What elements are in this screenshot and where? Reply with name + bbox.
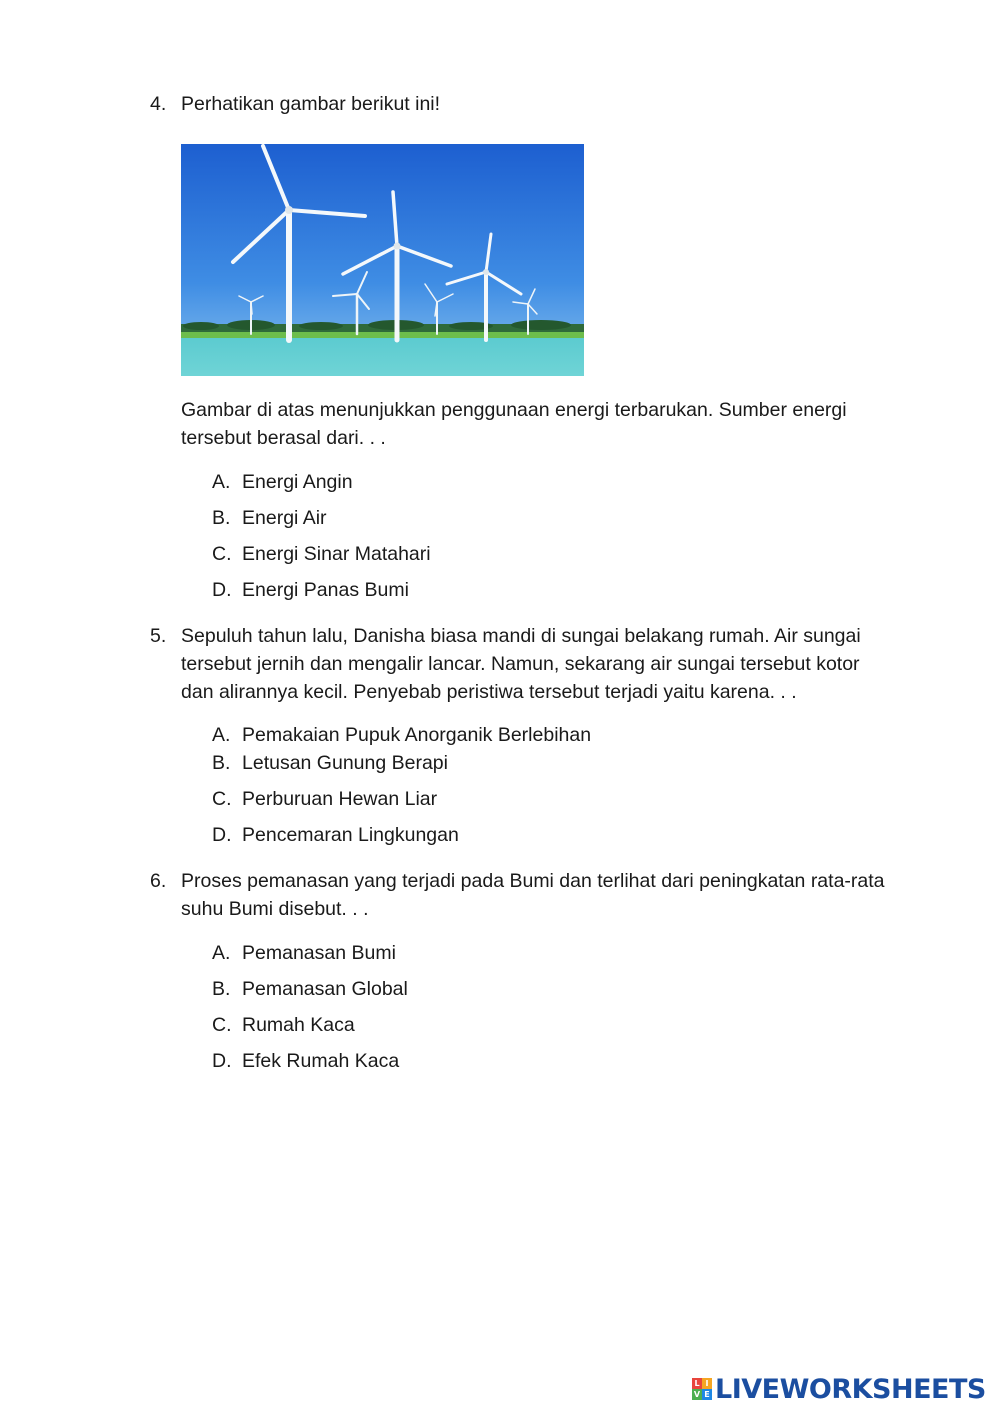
question-number: 6. [150, 870, 167, 892]
question-text: Sepuluh tahun lalu, Danisha biasa mandi di sungai belakang rumah. Air sungai tersebut jernih dan mengalir lancar. Namun, sekarang air sungai tersebut kotor dan alirannya kecil. Penyebab peristiwa tersebut terjadi yaitu karena. . . [181, 625, 861, 703]
option-letter: A. [212, 724, 231, 746]
brand-block: E [702, 1389, 712, 1400]
wind-turbines-image [181, 144, 584, 376]
option-6c[interactable] [212, 1013, 355, 1037]
question-6 [150, 867, 890, 923]
option-4c[interactable] [212, 542, 431, 566]
option-letter: C. [212, 543, 232, 565]
option-6b[interactable] [212, 977, 408, 1001]
option-label: Pencemaran Lingkungan [242, 824, 459, 846]
option-letter: D. [212, 1050, 232, 1072]
question-number: 4. [150, 93, 167, 115]
option-4d[interactable] [212, 578, 409, 602]
question-4-text [150, 396, 890, 452]
brand-blocks-icon [692, 1378, 712, 1400]
brand-block: I [702, 1378, 712, 1389]
option-letter: B. [212, 752, 231, 774]
option-label: Energi Sinar Matahari [242, 543, 431, 565]
option-letter: C. [212, 1014, 232, 1036]
option-letter: C. [212, 788, 232, 810]
question-text: Proses pemanasan yang terjadi pada Bumi dan terlihat dari peningkatan rata-rata suhu Bumi disebut. . . [181, 870, 885, 920]
brand-block: L [692, 1378, 702, 1389]
option-letter: A. [212, 471, 231, 493]
option-letter: B. [212, 507, 231, 529]
option-letter: B. [212, 978, 231, 1000]
question-number: 5. [150, 625, 167, 647]
option-letter: D. [212, 579, 232, 601]
option-6d[interactable] [212, 1049, 399, 1073]
option-letter: D. [212, 824, 232, 846]
liveworksheets-logo[interactable] [692, 1372, 986, 1406]
option-letter: A. [212, 942, 231, 964]
option-6a[interactable] [212, 941, 396, 965]
option-label: Rumah Kaca [242, 1014, 355, 1036]
brand-name: LIVEWORKSHEETS [715, 1373, 986, 1405]
option-4a[interactable] [212, 470, 353, 494]
option-label: Efek Rumah Kaca [242, 1050, 400, 1072]
question-prompt: Perhatikan gambar berikut ini! [181, 93, 441, 115]
option-label: Energi Angin [242, 471, 353, 493]
option-4b[interactable] [212, 506, 327, 530]
option-label: Pemanasan Global [242, 978, 408, 1000]
option-label: Energi Air [242, 507, 327, 529]
option-label: Letusan Gunung Berapi [242, 752, 448, 774]
option-label: Energi Panas Bumi [242, 579, 409, 601]
option-5b[interactable] [212, 751, 448, 775]
option-5c[interactable] [212, 787, 437, 811]
question-text: Gambar di atas menunjukkan penggunaan energi terbarukan. Sumber energi tersebut berasal dari. . . [181, 399, 847, 449]
option-5a[interactable] [212, 723, 591, 747]
question-4 [150, 90, 890, 118]
option-label: Perburuan Hewan Liar [242, 788, 438, 810]
brand-block: V [693, 1390, 701, 1399]
option-label: Pemanasan Bumi [242, 942, 396, 964]
option-5d[interactable] [212, 823, 459, 847]
option-label: Pemakaian Pupuk Anorganik Berlebihan [242, 724, 592, 746]
question-5 [150, 622, 890, 706]
